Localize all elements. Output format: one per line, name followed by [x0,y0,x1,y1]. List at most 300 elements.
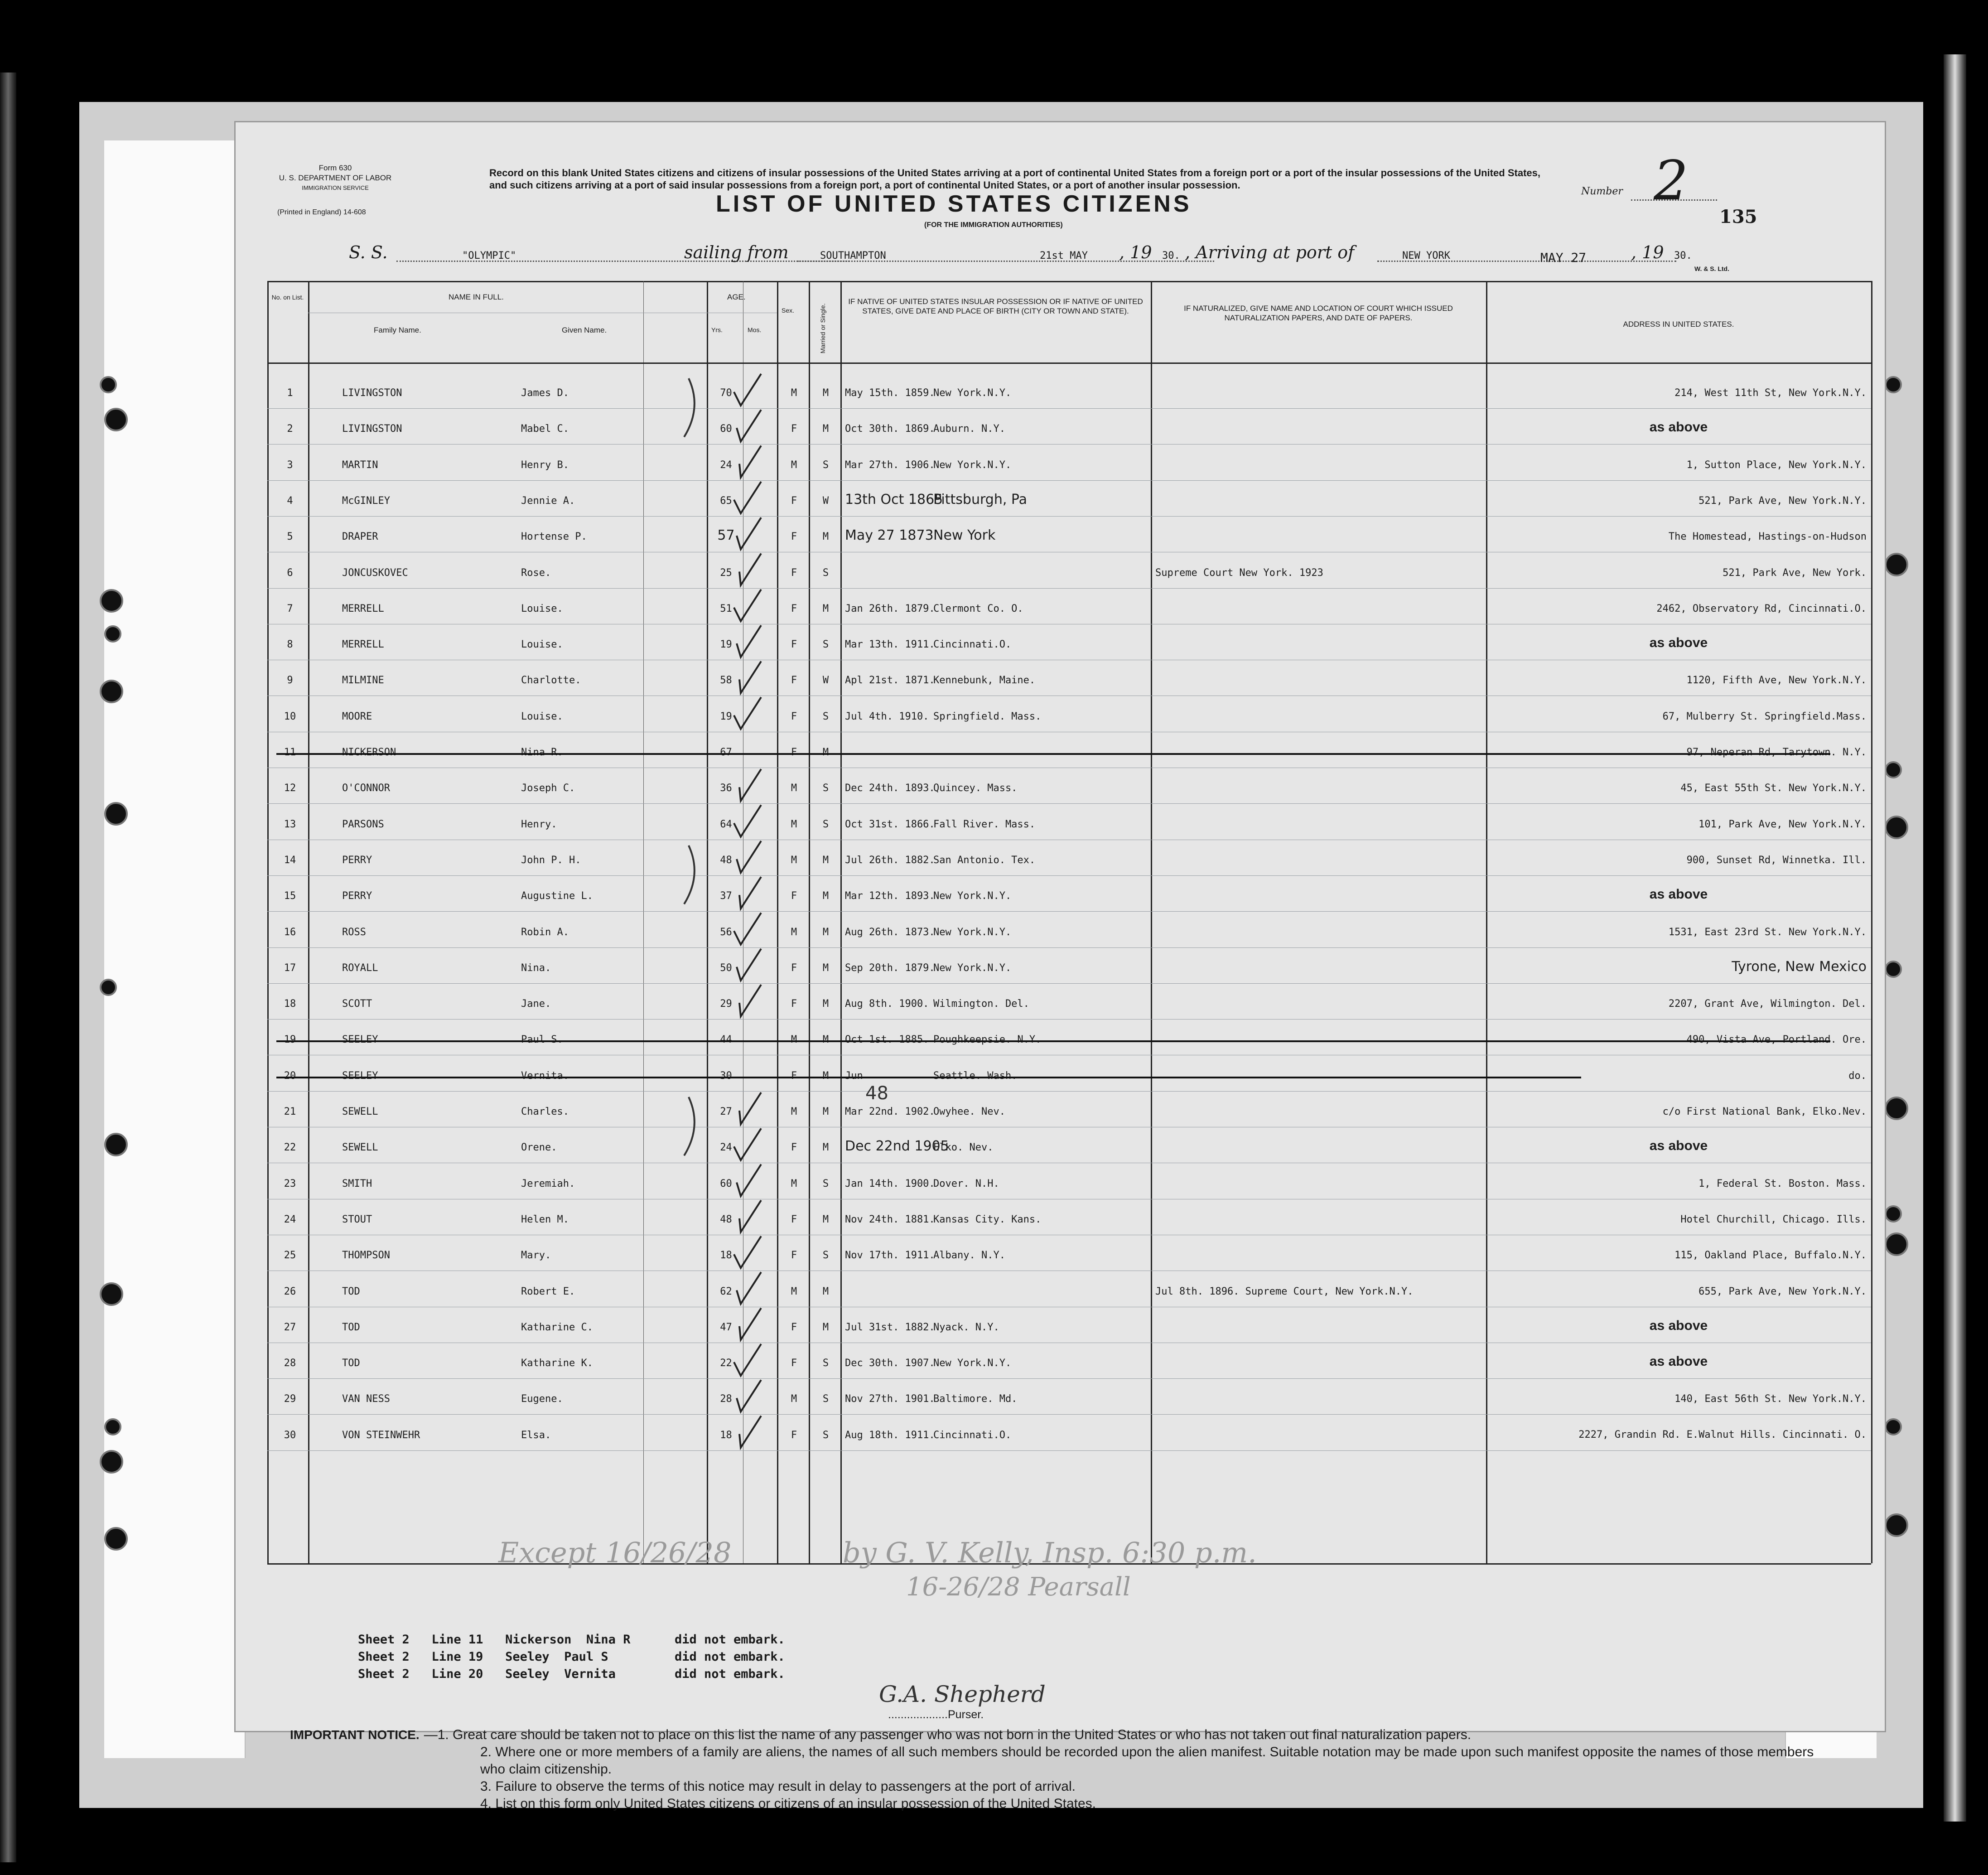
cell-birth-place: Poughkeepsie. N.Y. [933,1034,1042,1046]
punch-hole [1885,1097,1908,1120]
cell-ms: S [822,567,829,579]
cell-no: 21 [284,1106,296,1117]
row-rule [267,408,1871,409]
cell-family: ROYALL [342,962,378,974]
row-rule [267,1378,1871,1379]
row-rule [267,1091,1871,1092]
cell-given: Rose. [521,567,551,579]
cell-address: The Homestead, Hastings-on-Hudson [1668,531,1867,543]
cell-address: 1531, East 23rd St. New York.N.Y. [1668,926,1867,938]
cell-ms: M [822,998,829,1010]
cell-family: STOUT [342,1213,372,1225]
notice-item-1: —1. Great care should be taken not to place on this list the name of any passenger who was not born in the United States or who has not taken out final naturalization papers. [424,1727,1472,1742]
cell-no: 24 [284,1213,296,1225]
cell-family: PERRY [342,890,372,902]
cell-birth-place: Cincinnati.O. [933,639,1012,651]
cell-no: 5 [287,531,293,543]
col-line [1871,281,1872,1563]
arrival-port: NEW YORK [1402,250,1450,261]
cell-family: DRAPER [342,531,378,543]
cell-address: 521, Park Ave, New York.N.Y. [1698,495,1867,507]
strike-line [276,1077,1581,1078]
cell-age: 19 [720,710,732,722]
cell-given: Elsa. [521,1429,551,1441]
punch-hole [1885,1513,1908,1537]
cell-birth-date: Jul 31st. 1882. [845,1321,935,1333]
col-header-married: Married or Single. [819,303,826,353]
binder-edge-left [0,72,16,1862]
col-header-family: Family Name. [374,326,421,334]
cell-ms: W [822,495,829,507]
cell-address: as above [1649,420,1708,435]
cell-birth-place: Kansas City. Kans. [933,1213,1042,1225]
passenger-table [267,281,1871,1565]
col-line [707,281,708,1563]
cell-sex: F [791,1213,797,1225]
punch-hole [100,979,117,996]
cell-family: MOORE [342,710,372,722]
cell-naturalized: Supreme Court New York. 1923 [1155,567,1323,579]
cell-given: Mary. [521,1250,551,1261]
cell-birth-place: Pittsburgh, Pa [933,491,1028,507]
cell-birth-date: Dec 24th. 1893. [845,783,935,794]
cell-address: 115, Oakland Place, Buffalo.N.Y. [1674,1250,1867,1261]
cell-ms: W [822,675,829,686]
cell-birth-place: New York [933,527,996,544]
cell-birth-place: Nyack. N.Y. [933,1321,999,1333]
cell-birth-place: Albany. N.Y. [933,1250,1005,1261]
from-port: SOUTHAMPTON [820,250,886,261]
cell-address: 45, East 55th St. New York.N.Y. [1680,783,1867,794]
important-notice [290,1726,1839,1812]
cell-birth-place: Dover. N.H. [933,1178,999,1189]
sleeve-left [104,140,246,1758]
cell-sex: M [791,854,797,866]
cell-age: 44 [720,1034,732,1046]
cell-birth-date: Jun [845,1070,863,1082]
cell-family: TOD [342,1321,360,1333]
arrival-year-prefix: , 19 [1631,242,1664,262]
punch-hole [104,1418,121,1435]
col-line [643,281,644,1563]
row-rule [267,1450,1871,1451]
cell-birth-date: Aug 8th. 1900. [845,998,929,1010]
cell-family: LIVINGSTON [342,423,402,435]
col-line [777,281,778,1563]
strike-line [276,753,1830,755]
cell-birth-place: New York.N.Y. [933,459,1012,471]
cell-age: 62 [720,1285,732,1297]
cell-no: 15 [284,890,296,902]
cell-age: 48 [720,1213,732,1225]
cell-ms: M [822,1034,829,1046]
purser-label: ...................Purser. [888,1708,984,1721]
cell-family: SMITH [342,1178,372,1189]
cell-birth-date: Jan 26th. 1879. [845,603,935,614]
cell-birth-place: New York.N.Y. [933,387,1012,399]
cell-given: Jennie A. [521,495,575,507]
cell-birth-date: Jul 26th. 1882. [845,854,935,866]
punch-hole [100,376,117,393]
pencil-except-note: Except 16/26/28 [498,1536,732,1569]
punch-hole [1885,961,1902,978]
col-header-no: No. on List. [271,294,304,301]
cell-family: MILMINE [342,675,384,686]
cell-birth-place: New York.N.Y. [933,890,1012,902]
cell-no: 19 [284,1034,296,1046]
embark-note: Sheet 2 Line 11 Nickerson Nina R did not embark. [358,1633,785,1647]
cell-birth-date: Mar 22nd. 1902. [845,1106,935,1117]
punch-hole [1885,553,1908,576]
cell-no: 10 [284,710,296,722]
arrival-date: MAY 27 [1540,250,1587,265]
cell-given: Hortense P. [521,531,587,543]
cell-no: 2 [287,423,293,435]
cell-age: 60 [720,1178,732,1189]
punch-hole [104,802,128,826]
cell-age: 28 [720,1393,732,1405]
cell-sex: F [791,962,797,974]
ss-label: S. S. [349,242,388,262]
cell-ms: S [822,1393,829,1405]
cell-family: McGINLEY [342,495,390,507]
header-bottom [267,362,1871,364]
cell-age: 60 [720,423,732,435]
sail-year: 30. [1162,250,1180,261]
cell-birth-date: Oct 1st. 1885. [845,1034,929,1046]
cell-family: JONCUSKOVEC [342,567,408,579]
cell-no: 11 [284,747,296,758]
punch-hole [104,1527,128,1551]
cell-family: O'CONNOR [342,783,390,794]
cell-no: 27 [284,1321,296,1333]
cell-sex: F [791,1321,797,1333]
punch-hole [1885,816,1908,839]
cell-family: SEWELL [342,1142,378,1154]
cell-birth-date: Aug 26th. 1873. [845,926,935,938]
cell-no: 3 [287,459,293,471]
cell-birth-date: Aug 18th. 1911. [845,1429,935,1441]
cell-family: VAN NESS [342,1393,390,1405]
cell-birth-place: Elko. Nev. [933,1142,994,1154]
arrival-year: 30. [1674,250,1692,261]
col-line [267,281,269,1563]
cell-sex: F [791,747,797,758]
cell-age: 30 [720,1070,732,1082]
col-line [840,281,842,1563]
cell-no: 18 [284,998,296,1010]
row-rule [267,516,1871,517]
manifest-page [236,122,1885,1811]
cell-no: 25 [284,1250,296,1261]
cell-given: James D. [521,387,569,399]
cell-address: as above [1649,635,1708,651]
cell-birth-place: Kennebunk, Maine. [933,675,1036,686]
punch-hole [1885,761,1902,778]
cell-address: 67, Mulberry St. Springfield.Mass. [1662,710,1867,722]
punch-hole [100,589,123,613]
cell-ms: S [822,459,829,471]
cell-sex: F [791,710,797,722]
cell-birth-date: Nov 27th. 1901. [845,1393,935,1405]
cell-age: 70 [720,387,732,399]
cell-sex: F [791,567,797,579]
cell-birth-place: Fall River. Mass. [933,818,1036,830]
cell-birth-place: Owyhee. Nev. [933,1106,1005,1117]
cell-address: 1, Sutton Place, New York.N.Y. [1686,459,1867,471]
notice-item-3: 3. Failure to observe the terms of this notice may result in delay to passengers at the port of arrival. [480,1779,1076,1794]
cell-age: 58 [720,675,732,686]
cell-given: John P. H. [521,854,581,866]
cell-no: 28 [284,1358,296,1369]
embark-note: Sheet 2 Line 19 Seeley Paul S did not embark. [358,1650,785,1664]
cell-sex: F [791,495,797,507]
cell-no: 16 [284,926,296,938]
col-header-naturalized: IF NATURALIZED, GIVE NAME AND LOCATION OF COURT WHICH ISSUED NATURALIZATION PAPERS, AND DATE OF PAPERS. [1184,304,1453,322]
cell-family: MERRELL [342,639,384,651]
cell-family: SEWELL [342,1106,378,1117]
cell-birth-place: Auburn. N.Y. [933,423,1005,435]
cell-birth-place: New York.N.Y. [933,962,1012,974]
cell-family: TOD [342,1358,360,1369]
cell-no: 9 [287,675,293,686]
cell-birth-date: May 15th. 1859. [845,387,935,399]
col-line [308,281,309,1563]
cell-no: 20 [284,1070,296,1082]
cell-sex: F [791,998,797,1010]
cell-no: 4 [287,495,293,507]
cell-family: SEELEY [342,1034,378,1046]
cell-given: Nina. [521,962,551,974]
col-header-name: NAME IN FULL. [449,293,504,301]
cell-given: Louise. [521,603,563,614]
punch-hole [1885,376,1902,393]
cell-birth-date: Jan 14th. 1900. [845,1178,935,1189]
cell-age: 22 [720,1358,732,1369]
cell-address: 900, Sunset Rd, Winnetka. Ill. [1686,854,1867,866]
cell-family: ROSS [342,926,366,938]
cell-given: Nina R. [521,747,563,758]
cell-given: Augustine L. [521,890,593,902]
cell-given: Paul S. [521,1034,563,1046]
cell-sex: F [791,423,797,435]
print-code: W. & S. Ltd. [1694,265,1729,272]
row-rule [267,947,1871,948]
punch-hole [1885,1205,1902,1223]
cell-no: 13 [284,818,296,830]
sail-date: 21st MAY [1040,250,1088,261]
printed-in-note: (Printed in England) 14-608 [277,208,366,216]
punch-hole [100,680,123,703]
row-rule [267,911,1871,912]
cell-ms: M [822,423,829,435]
cell-address: 140, East 56th St. New York.N.Y. [1674,1393,1867,1405]
cell-given: Henry B. [521,459,569,471]
col-header-birth: IF NATIVE OF UNITED STATES INSULAR POSSESSION OR IF NATIVE OF UNITED STATES, GIVE DATE AND PLACE OF BIRTH (CITY OR TOWN AND STATE). [848,297,1143,315]
cell-ms: M [822,962,829,974]
cell-age: 27 [720,1106,732,1117]
sheet-number: 2 [1654,150,1689,213]
service-name: IMMIGRATION SERVICE [302,184,369,191]
cell-sex: F [791,890,797,902]
row-rule [267,444,1871,445]
row-rule [267,480,1871,481]
cell-age: 24 [720,459,732,471]
cell-address: 214, West 11th St, New York.N.Y. [1674,387,1867,399]
cell-address: as above [1649,1138,1708,1154]
cell-sex: M [791,783,797,794]
cell-address: as above [1649,1354,1708,1369]
punch-hole [104,1133,128,1156]
cell-birth-date: May 27 1873 [845,527,934,544]
cell-birth-date: 13th Oct 1865 [845,491,943,507]
cell-sex: F [791,1142,797,1154]
cell-age: 29 [720,998,732,1010]
cell-age: 65 [720,495,732,507]
cell-ms: M [822,1142,829,1154]
punch-hole [1885,1418,1902,1435]
cell-ms: M [822,387,829,399]
cell-given: Orene. [521,1142,557,1154]
col-header-address: ADDRESS IN UNITED STATES. [1623,320,1734,329]
cell-naturalized: Jul 8th. 1896. Supreme Court, New York.N.Y. [1155,1285,1414,1297]
col-header-yrs: Yrs. [711,326,723,333]
punch-hole [1885,1232,1908,1256]
cell-sex: F [791,603,797,614]
page-number: 135 [1719,206,1757,227]
embark-note: Sheet 2 Line 20 Seeley Vernita did not embark. [358,1667,785,1681]
embark-notes [358,1631,785,1683]
punch-hole [104,625,121,643]
binder-edge-right [1944,54,1966,1822]
cell-address: 655, Park Ave, New York.N.Y. [1698,1285,1867,1297]
col-header-mos: Mos. [748,326,762,333]
cell-address: 490, Vista Ave, Portland. Ore. [1686,1034,1867,1046]
cell-birth-date: Dec 30th. 1907. [845,1358,935,1369]
cell-age: 18 [720,1250,732,1261]
cell-given: Eugene. [521,1393,563,1405]
punch-hole [100,1282,123,1306]
cell-given: Charlotte. [521,675,581,686]
cell-sex: M [791,818,797,830]
cell-sex: M [791,1178,797,1189]
cell-no: 1 [287,387,293,399]
arriving-label: , Arriving at port of [1185,242,1355,262]
cell-ms: S [822,639,829,651]
row-rule [267,1019,1871,1020]
page-subtitle: (FOR THE IMMIGRATION AUTHORITIES) [924,221,1063,229]
cell-address: as above [1649,1318,1708,1333]
notice-item-2: 2. Where one or more members of a family are aliens, the names of all such members should be recorded upon the alien manifest. Suitable notation may be made upon such manifest opposite the names of those members who claim citizenship. [480,1745,1814,1777]
cell-age: 64 [720,818,732,830]
col-header-sex: Sex. [782,307,795,314]
pencil-lines-note: 16-26/28 Pearsall [906,1572,1131,1602]
cell-address: 2462, Observatory Rd, Cincinnati.O. [1656,603,1867,614]
form-info-block [276,163,394,193]
cell-no: 29 [284,1393,296,1405]
row-rule [267,803,1871,804]
cell-given: Jane. [521,998,551,1010]
cell-address: Hotel Churchill, Chicago. Ills. [1680,1213,1867,1225]
notice-item-4: 4. List on this form only United States citizens or citizens of an insular possession of the United States. [480,1796,1096,1811]
cell-birth-place: Wilmington. Del. [933,998,1029,1010]
cell-sex: F [791,675,797,686]
cell-address: 101, Park Ave, New York.N.Y. [1698,818,1867,830]
cell-sex: M [791,1393,797,1405]
pencil-inspector-note: by G. V. Kelly, Insp. 6:30 p.m. [843,1536,1257,1569]
sailing-from-label: sailing from [684,242,789,262]
col-line [809,281,810,1563]
cell-ms: M [822,603,829,614]
cell-ms: S [822,1429,829,1441]
cell-birth-place: Baltimore. Md. [933,1393,1018,1405]
row-rule [267,588,1871,589]
cell-birth-date: Apl 21st. 1871. [845,675,935,686]
page-title: LIST OF UNITED STATES CITIZENS [716,191,1192,217]
cell-birth-date: Jul 4th. 1910. [845,710,929,722]
row-rule [267,875,1871,876]
cell-family: THOMPSON [342,1250,390,1261]
year-prefix: , 19 [1119,242,1152,262]
cell-no: 8 [287,639,293,651]
cell-family: PERRY [342,854,372,866]
punch-hole [104,408,128,431]
cell-address: 521, Park Ave, New York. [1723,567,1867,579]
cell-family: MERRELL [342,603,384,614]
col-header-given: Given Name. [562,326,607,334]
cell-given: Vernita. [521,1070,569,1082]
cell-ms: M [822,854,829,866]
cell-age: 57 [717,527,735,544]
cell-age: 56 [720,926,732,938]
cell-family: VON STEINWEHR [342,1429,420,1441]
cell-no: 14 [284,854,296,866]
cell-birth-place: New York.N.Y. [933,1358,1012,1369]
cell-birth-place: Quincey. Mass. [933,783,1018,794]
cell-sex: F [791,639,797,651]
strike-line [276,1040,1830,1042]
cell-birth-place: Cincinnati.O. [933,1429,1012,1441]
cell-ms: S [822,1250,829,1261]
cell-birth-place: Seattle. Wash. [933,1070,1018,1082]
cell-ms: M [822,1106,829,1117]
cell-address: 97, Neperan Rd, Tarytown. N.Y. [1686,747,1867,758]
cell-birth-date: Mar 27th. 1906. [845,459,935,471]
cell-address: 2207, Grant Ave, Wilmington. Del. [1668,998,1867,1010]
cell-sex: F [791,1250,797,1261]
cell-ms: S [822,710,829,722]
cell-sex: M [791,1285,797,1297]
cell-address: 1120, Fifth Ave, New York.N.Y. [1686,675,1867,686]
notice-title: IMPORTANT NOTICE. [290,1728,420,1742]
cell-ms: M [822,1285,829,1297]
cell-ms: M [822,926,829,938]
punch-hole [100,1450,123,1474]
cell-given: Joseph C. [521,783,575,794]
cell-family: SCOTT [342,998,372,1010]
cell-ms: M [822,1213,829,1225]
cell-sex: M [791,926,797,938]
cell-address: Tyrone, New Mexico [1732,958,1867,975]
cell-no: 7 [287,603,293,614]
cell-ms: S [822,1358,829,1369]
cell-sex: M [791,459,797,471]
cell-sex: F [791,1429,797,1441]
cell-age: 48 [720,854,732,866]
cell-given: Helen M. [521,1213,569,1225]
cell-ms: M [822,890,829,902]
cell-age: 50 [720,962,732,974]
